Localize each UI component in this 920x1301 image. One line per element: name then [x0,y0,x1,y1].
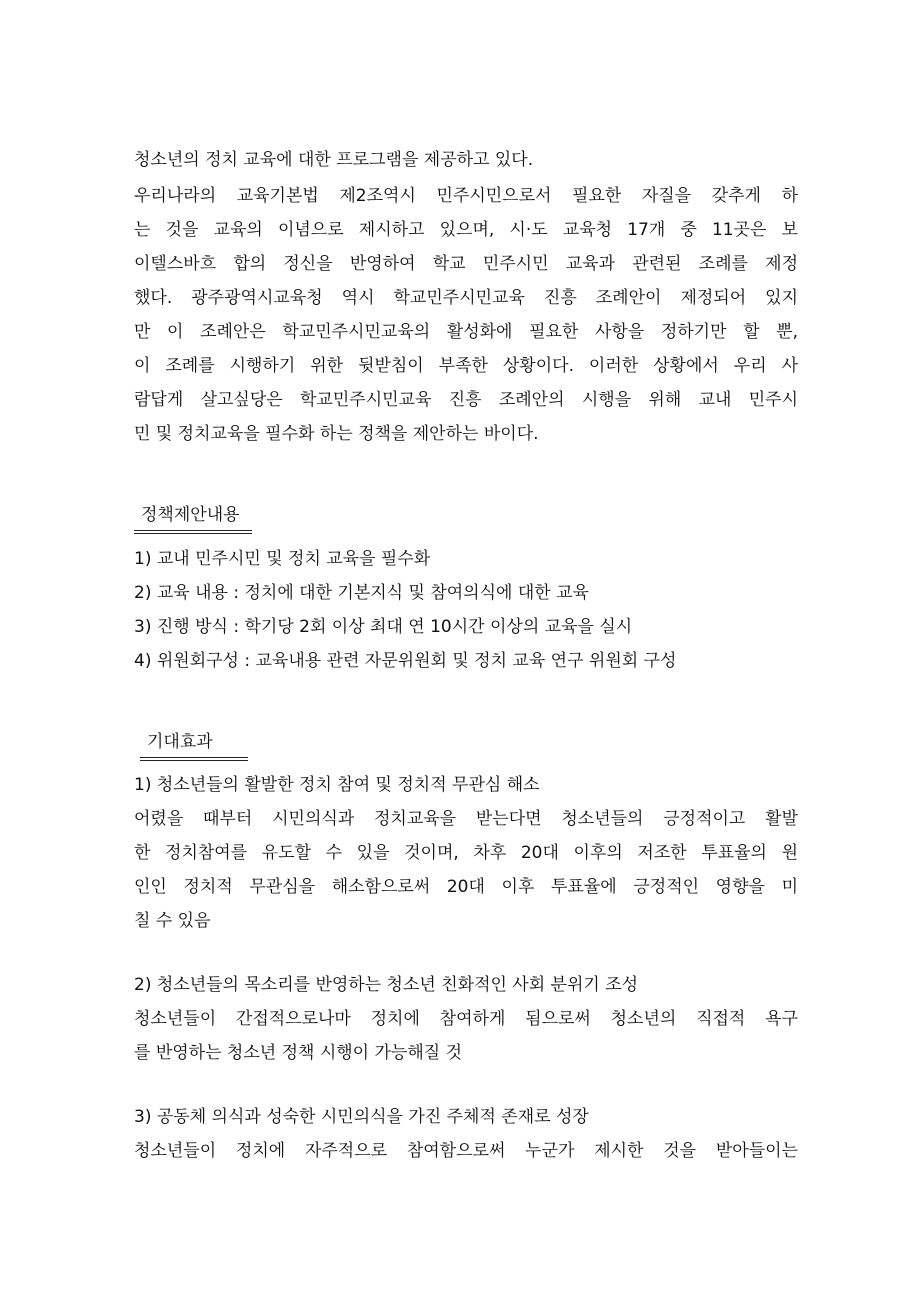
proposal-item: 3) 진행 방식 : 학기당 2회 이상 최대 연 10시간 이상의 교육을 실시 [134,617,633,637]
effect-line: 한 정치참여를 유도할 수 있을 것이며, 차후 20대 이후의 저조한 투표율의 원 [134,843,798,863]
intro-line: 했다. 광주광역시교육청 역시 학교민주시민교육 진흥 조례안이 제정되어 있지 [134,288,798,308]
effect-line: 인인 정치적 무관심을 해소함으로써 20대 이후 투표율에 긍정적인 영향을 미 [134,877,798,897]
effect-line: 칠 수 있음 [134,911,211,931]
intro-line: 우리나라의 교육기본법 제2조역시 민주시민으로서 필요한 자질을 갖추게 하 [134,186,798,206]
proposal-heading-underline [134,530,252,534]
intro-line: 청소년의 정치 교육에 대한 프로그램을 제공하고 있다. [134,150,534,170]
effect-line: 청소년들이 정치에 자주적으로 참여함으로써 누군가 제시한 것을 받아들이는 [134,1141,798,1161]
effect-line: 를 반영하는 청소년 정책 시행이 가능해질 것 [134,1043,463,1063]
proposal-item: 1) 교내 민주시민 및 정치 교육을 필수화 [134,549,431,569]
effect-title: 3) 공동체 의식과 성숙한 시민의식을 가진 주체적 존재로 성장 [134,1107,589,1127]
effect-line: 어렸을 때부터 시민의식과 정치교육을 받는다면 청소년들의 긍정적이고 활발 [134,809,798,829]
intro-line: 이 조례를 시행하기 위한 뒷받침이 부족한 상황이다. 이러한 상황에서 우리 사 [134,356,798,376]
effect-line: 청소년들이 간접적으로나마 정치에 참여하게 됨으로써 청소년의 직접적 욕구 [134,1009,798,1029]
intro-line: 민 및 정치교육을 필수화 하는 정책을 제안하는 바이다. [134,424,539,444]
effects-heading-underline [140,757,248,761]
intro-line: 는 것을 교육의 이념으로 제시하고 있으며, 시·도 교육청 17개 중 11곳은 보 [134,220,798,240]
effect-title: 1) 청소년들의 활발한 정치 참여 및 정치적 무관심 해소 [134,775,540,795]
intro-line: 람답게 살고싶당은 학교민주시민교육 진흥 조례안의 시행을 위해 교내 민주시 [134,390,798,410]
proposal-heading: 정책제안내용 [141,505,240,525]
effects-heading: 기대효과 [147,732,213,752]
effect-title: 2) 청소년들의 목소리를 반영하는 청소년 친화적인 사회 분위기 조성 [134,975,639,995]
proposal-item: 2) 교육 내용 : 정치에 대한 기본지식 및 참여의식에 대한 교육 [134,583,589,603]
intro-line: 만 이 조례안은 학교민주시민교육의 활성화에 필요한 사항을 정하기만 할 뿐, [134,322,798,342]
intro-line: 이텔스바흐 합의 정신을 반영하여 학교 민주시민 교육과 관련된 조례를 제정 [134,254,798,274]
proposal-item: 4) 위원회구성 : 교육내용 관련 자문위원회 및 정치 교육 연구 위원회 구성 [134,651,677,671]
